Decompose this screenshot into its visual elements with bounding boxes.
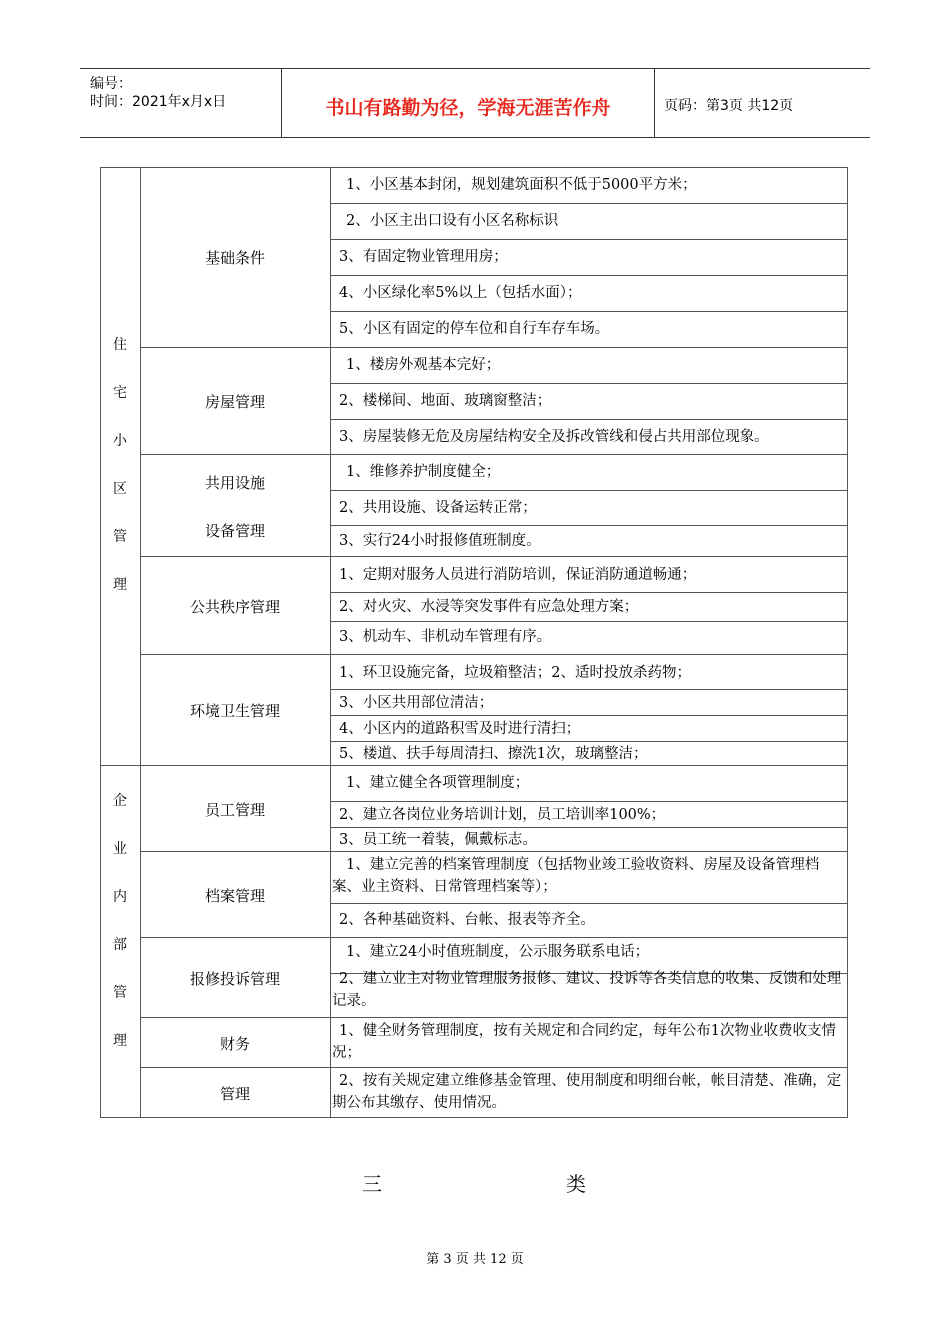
group-name: 共用设施: [204, 474, 265, 492]
page-footer: 第 3 页 共 12 页: [426, 1252, 524, 1267]
section-char: 内: [113, 889, 127, 905]
list-item: 2、对火灾、水浸等突发事件有应急处理方案；: [339, 599, 639, 615]
list-item: 1、小区基本封闭，规划建筑面积不低于5000平方米；: [346, 177, 697, 193]
list-item: 5、小区有固定的停车位和自行车存车场。: [339, 321, 610, 337]
group-name: 环境卫生管理: [189, 702, 280, 720]
section-char: 部: [113, 937, 127, 953]
group-name: 档案管理: [204, 887, 265, 905]
list-item: 1、健全财务管理制度，按有关规定和合同约定，每年公布1次物业收费收支情况；: [332, 1023, 836, 1061]
list-item: 3、员工统一着装，佩戴标志。: [339, 832, 537, 848]
list-item: 1、环卫设施完备，垃圾箱整洁；2、适时投放杀药物；: [339, 665, 691, 681]
list-item: 1、建立健全各项管理制度；: [346, 775, 530, 791]
group-name: 设备管理: [204, 522, 265, 540]
list-item: 2、小区主出口设有小区名称标识: [346, 213, 559, 229]
list-item: 4、小区绿化率5%以上（包括水面）；: [339, 285, 582, 301]
heading-char-left: 三: [362, 1172, 382, 1196]
list-item: 1、建立完善的档案管理制度（包括物业竣工验收资料、房屋及设备管理档案、业主资料、日常管理档案等）；: [332, 857, 820, 895]
section-char: 区: [113, 481, 127, 497]
group-name: 员工管理: [204, 801, 265, 819]
group-name: 财务: [219, 1035, 250, 1053]
list-item: 3、机动车、非机动车管理有序。: [339, 629, 552, 645]
group-name: 公共秩序管理: [189, 598, 280, 616]
list-item: 2、建立业主对物业管理服务报修、建议、投诉等各类信息的收集、反馈和处理记录。: [332, 971, 842, 1009]
group-name: 管理: [219, 1085, 250, 1103]
page-label: 页码：第3页 共12页: [664, 98, 794, 114]
header-page-cell: [654, 69, 870, 137]
section-char: 管: [113, 529, 127, 545]
group-name: 基础条件: [204, 249, 265, 267]
list-item: 3、实行24小时报修值班制度。: [339, 533, 541, 549]
time-label: 时间：2021年x月x日: [90, 94, 227, 110]
requirements-table: [100, 167, 848, 1117]
page-header: [80, 68, 870, 138]
heading-char-right: 类: [566, 1172, 586, 1196]
section-title-residential: [100, 321, 140, 609]
list-item: 2、按有关规定建立维修基金管理、使用制度和明细台帐，帐目清楚、准确，定期公布其缴存、使用情况。: [332, 1073, 842, 1111]
list-item: 2、建立各岗位业务培训计划，员工培训率100%；: [339, 807, 666, 823]
list-item: 3、有固定物业管理用房；: [339, 249, 508, 265]
section-char: 理: [113, 1033, 127, 1049]
group-name: 报修投诉管理: [189, 970, 280, 988]
motto: 书山有路勤为径，学海无涯苦作舟: [325, 97, 611, 119]
number-label: 编号：: [90, 76, 132, 92]
list-item: 2、各种基础资料、台帐、报表等齐全。: [339, 912, 595, 928]
list-item: 4、小区内的道路积雪及时进行清扫；: [339, 721, 581, 737]
section-title-internal: [100, 777, 140, 1065]
list-item: 1、楼房外观基本完好；: [346, 357, 501, 373]
section-char: 企: [113, 793, 127, 809]
group-name: 房屋管理: [204, 393, 265, 411]
section-char: 小: [113, 433, 127, 449]
section-char: 住: [113, 337, 127, 353]
header-motto-cell: [281, 69, 655, 137]
section-char: 理: [113, 577, 127, 593]
section-char: 宅: [113, 385, 127, 401]
section-char: 管: [113, 985, 127, 1001]
list-item: 1、定期对服务人员进行消防培训，保证消防通道畅通；: [339, 567, 697, 583]
list-item: 3、小区共用部位清洁；: [339, 695, 494, 711]
section-char: 业: [113, 841, 127, 857]
list-item: 2、共用设施、设备运转正常；: [339, 500, 537, 516]
header-meta: [80, 69, 280, 137]
list-item: 2、楼梯间、地面、玻璃窗整洁；: [339, 393, 552, 409]
list-item: 1、建立24小时值班制度，公示服务联系电话；: [346, 944, 650, 960]
list-item: 3、房屋装修无危及房屋结构安全及拆改管线和侵占共用部位现象。: [339, 429, 769, 445]
list-item: 1、维修养护制度健全；: [346, 464, 501, 480]
list-item: 5、楼道、扶手每周清扫、擦洗1次，玻璃整洁；: [339, 746, 648, 762]
